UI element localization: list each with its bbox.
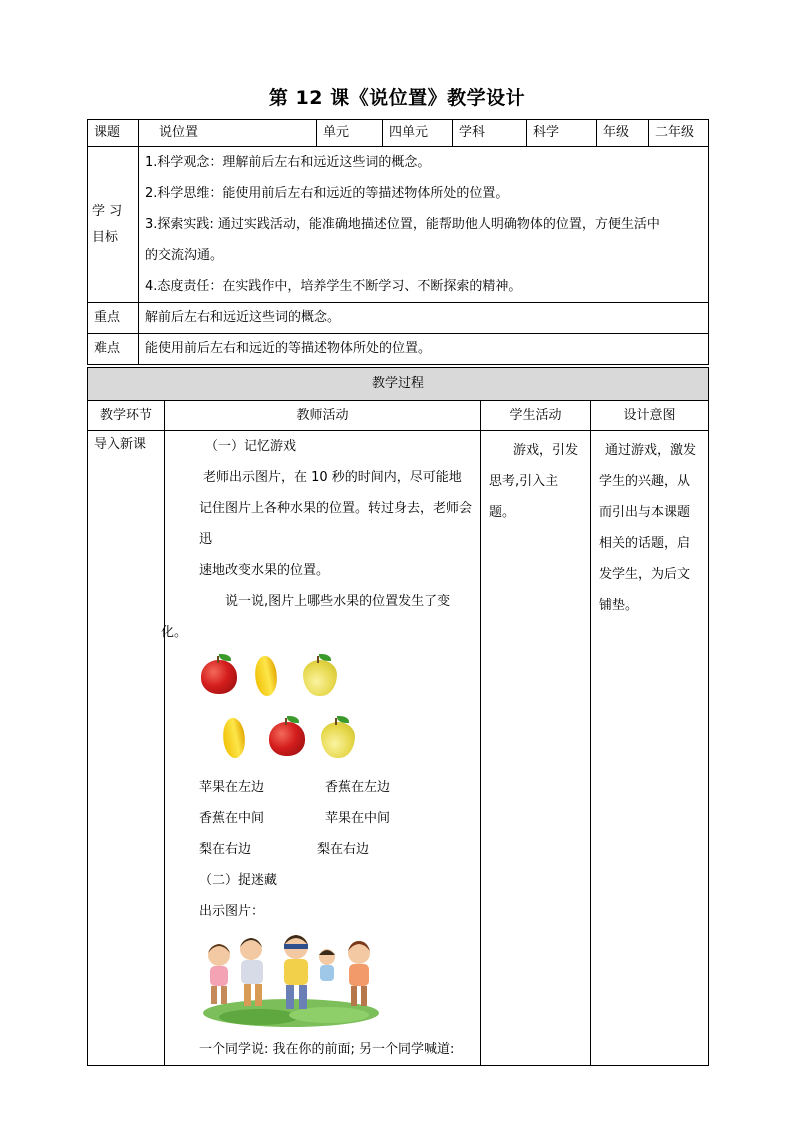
fruit-picture-2 [217, 716, 474, 764]
banana-icon [249, 654, 289, 698]
info-table [87, 119, 709, 365]
key-point-value: 解前后左右和远近这些词的概念。 [139, 303, 709, 334]
apple-icon [199, 654, 239, 698]
apple-icon [267, 716, 307, 760]
header-student: 学生活动 [481, 401, 591, 431]
position-pair: 香蕉在中间 苹果在中间 [199, 811, 391, 826]
paragraph-line: 记住图片上各种水果的位置。转过身去，老师会迅 [199, 501, 473, 547]
section-heading: （二）捉迷藏 [199, 873, 278, 888]
pear-icon [317, 716, 357, 760]
objective-line: 1.科学观念：理解前后左右和远近这些词的概念。 [145, 155, 431, 170]
objectives-list [139, 147, 709, 303]
paragraph-line: 速地改变水果的位置。 [199, 563, 330, 578]
header-stage: 教学环节 [88, 401, 165, 431]
banana-icon [217, 716, 257, 760]
design-intent: 通过游戏，激发 学生的兴趣，从 而引出与本课题 相关的话题，启 发学生，为后文 铺垫。 [591, 431, 709, 1066]
position-pair: 苹果在左边 香蕉在左边 [199, 780, 391, 795]
section-heading: （一）记忆游戏 [205, 439, 297, 454]
header-intent: 设计意图 [591, 401, 709, 431]
process-table [87, 367, 709, 1066]
topic-label: 课题 [88, 120, 139, 147]
unit-label: 单元 [317, 120, 383, 147]
pear-icon [299, 654, 339, 698]
page-title: 第 12 课《说位置》教学设计 [268, 87, 526, 109]
paragraph-line: 出示图片： [199, 904, 265, 919]
subject-value: 科学 [527, 120, 597, 147]
objective-line: 3.探索实践: 通过实践活动，能准确地描述位置，能帮助他人明确物体的位置，方便生活中 [145, 217, 660, 232]
difficulty-label: 难点 [88, 334, 139, 365]
difficulty-value: 能使用前后左右和远近的等描述物体所处的位置。 [139, 334, 709, 365]
teacher-activity [161, 431, 481, 1066]
unit-value: 四单元 [383, 120, 453, 147]
hide-and-seek-picture [199, 933, 384, 1028]
topic-value: 说位置 [139, 120, 317, 147]
objective-line: 2.科学思维：能使用前后左右和远近的等描述物体所处的位置。 [145, 186, 509, 201]
objective-line: 4.态度责任：在实践作中，培养学生不断学习、不断探索的精神。 [145, 279, 522, 294]
stage-cell: 导入新课 [88, 431, 165, 1066]
header-teacher: 教师活动 [165, 401, 481, 431]
subject-label: 学科 [453, 120, 527, 147]
objectives-label: 学 习 目标 [88, 147, 139, 303]
key-point-label: 重点 [88, 303, 139, 334]
paragraph-line: 说一说,图片上哪些水果的位置发生了变 [225, 594, 451, 609]
position-pair: 梨在右边 梨在右边 [199, 842, 370, 857]
student-activity: 游戏，引发 思考,引入主题。 [481, 431, 591, 1066]
grade-value: 二年级 [649, 120, 709, 147]
paragraph-line: 一个同学说: 我在你的前面; 另一个同学喊道: [199, 1042, 455, 1057]
paragraph-line: 老师出示图片，在 10 秒的时间内，尽可能地 [203, 470, 462, 485]
fruit-picture-1 [199, 654, 474, 702]
process-title: 教学过程 [88, 368, 709, 401]
grade-label: 年级 [597, 120, 649, 147]
objective-line: 的交流沟通。 [145, 248, 224, 263]
paragraph-line: 化。 [161, 625, 188, 640]
